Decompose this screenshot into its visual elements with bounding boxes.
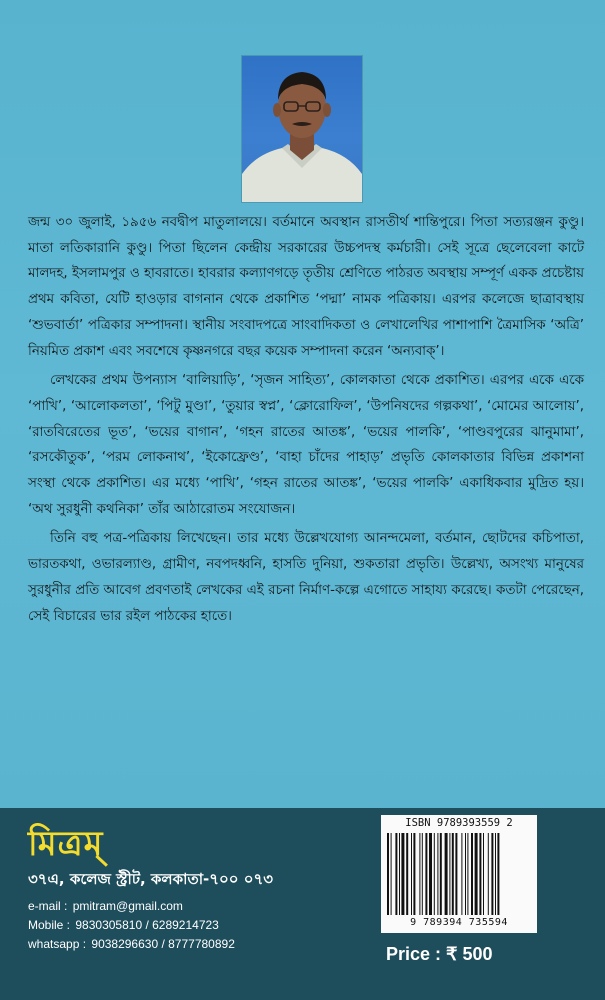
email-value: pmitram@gmail.com (72, 899, 183, 913)
barcode-bar (411, 833, 412, 915)
barcode-bar (491, 833, 493, 915)
publisher-email (28, 899, 183, 913)
whatsapp-label: whatsapp : (28, 937, 87, 951)
barcode-bar (440, 833, 442, 915)
barcode-bars (385, 833, 533, 917)
barcode-bar (429, 833, 432, 915)
barcode-bar (445, 833, 448, 915)
barcode-bar (497, 833, 499, 915)
publisher-mobile (28, 918, 219, 932)
whatsapp-value: 9038296630 / 8777780892 (91, 937, 235, 951)
barcode-bar (465, 833, 466, 915)
barcode-bar (437, 833, 438, 915)
bio-paragraph-1: জন্ম ৩০ জুলাই, ১৯৫৬ নবদ্বীপ মাতুলালয়ে। বর্তমানে অবস্থান রাসতীর্থ শান্তিপুরে। পিতা সত্যরঞ্জন কুণ্ডু। মাতা লতিকারানি কুণ্ডু। পিতা ছিলেন কেন্দ্রীয় সরকারের উচ্চপদস্থ কর্মচারী। সেই সূত্রে ছেলেবেলা কাটে মালদহ, ইসলামপুর ও হাবরাতে। হাবরার কল্যাণগড়ে তৃতীয় শ্রেণিতে পাঠরত অবস্থায় সম্পূর্ণ একক প্রচেষ্টায় প্রথম কবিতা, যেটি হাওড়ার বাগনান থেকে প্রকাশিত ‘পদ্মা’ নামক পত্রিকায়। এরপর কলেজে ছাত্রাবস্থায় ‘শুভবার্তা’ পত্রিকার সম্পাদনা। স্থানীয় সংবাদপত্রে সাংবাদিকতা ও লেখালেখির পাশাপাশি ত্রৈমাসিক ‘অত্রি’ নিয়মিত প্রকাশ এবং সবশেষে কৃষ্ণনগরে বছর কয়েক সম্পাদনা করেন ‘অন্যবাক্’। (28, 215, 584, 359)
barcode-bar (479, 833, 481, 915)
isbn-barcode (381, 815, 537, 933)
publisher-address: ৩৭এ, কলেজ স্ট্রীট, কলকাতা-৭০০ ০৭৩ (28, 870, 274, 888)
barcode-bar (483, 833, 484, 915)
bio-paragraph-3: তিনি বহু পত্র-পত্রিকায় লিখেছেন। তার মধ্যে উল্লেখযোগ্য আনন্দমেলা, বর্তমান, ছোটদের কচিপাতা, ভারতকথা, ওভারল্যাণ্ড, গ্রামীণ, নবপদধ্বনি, হাসতি দুনিয়া, শুকতারা প্রভৃতি। উল্লেখ্য, অসংখ্য মানুষের সুরধুনীর প্রতি আবেগ প্রবণতাই লেখকের এই রচনা নির্মাণ-কল্পে এগোতে সাহায্য করেছে। কতটা পেরেছেন, সেই বিচারের ভার রইল পাঠকের হাতে। (28, 531, 584, 624)
barcode-bar (488, 833, 489, 915)
barcode-bar (467, 833, 468, 915)
barcode-bar (455, 833, 457, 915)
barcode-bar (422, 833, 423, 915)
barcode-bar (434, 833, 435, 915)
publisher-logo-name: মিত্রম্ (28, 824, 104, 864)
email-label: e-mail : (28, 899, 68, 913)
author-photo (242, 56, 362, 202)
barcode-bar (495, 833, 496, 915)
barcode-bar (413, 833, 415, 915)
barcode-bar (471, 833, 473, 915)
barcode-bar (391, 833, 392, 915)
barcode-bar (395, 833, 397, 915)
author-portrait-illustration (242, 56, 362, 202)
ean-digits: 9 789394 735594 (410, 917, 508, 928)
barcode-bar (419, 833, 420, 915)
barcode-bar (425, 833, 427, 915)
author-biography (28, 210, 584, 629)
barcode-bar (406, 833, 408, 915)
barcode-bar (452, 833, 454, 915)
barcode-bar (399, 833, 400, 915)
publisher-whatsapp (28, 937, 235, 951)
barcode-bar (475, 833, 478, 915)
barcode-bar (461, 833, 462, 915)
bio-paragraph-2: লেখকের প্রথম উপন্যাস ‘বালিয়াড়ি’, ‘সৃজন সাহিত্য’, কোলকাতা থেকে প্রকাশিত। এরপর একে একে ‘পাখি’, ‘আলোকলতা’, ‘পিটু মুণ্ডা’, ‘তুয়ার স্বপ্ন’, ‘ক্লোরোফিল’, ‘উপনিষদের গল্পকথা’, ‘মোমের আলোয়’, ‘রাতবিরেতের ভূত’, ‘ভয়ের বাগান’, ‘গহন রাতের আতঙ্ক’, ‘ভয়ের পালকি’, ‘পাণ্ডবপুরের ঝানুমামা’, ‘রসকৌতুক’, ‘পরম লোকনাথ’, ‘ইকোফ্রেণ্ড’, ‘বাহা চাঁদের পাহাড়’ প্রভৃতি কোলকাতার বিভিন্ন প্রকাশনা সংস্থা থেকে প্রকাশিত। এর মধ্যে ‘পাখি’, ‘গহন রাতের আতঙ্ক’, ‘ভয়ের পালকি’ একাধিকবার মুদ্রিত হয়। ‘অথ সুরধুনী কথনিকা’ তাঁর আঠারোতম সংযোজন। (28, 373, 584, 517)
barcode-bar (449, 833, 450, 915)
barcode-bar (387, 833, 389, 915)
barcode-bar (401, 833, 404, 915)
mobile-value: 9830305810 / 6289214723 (75, 918, 219, 932)
isbn-label: ISBN 9789393559 2 (405, 817, 513, 829)
book-price: Price : ₹ 500 (386, 944, 493, 964)
mobile-label: Mobile : (28, 918, 71, 932)
